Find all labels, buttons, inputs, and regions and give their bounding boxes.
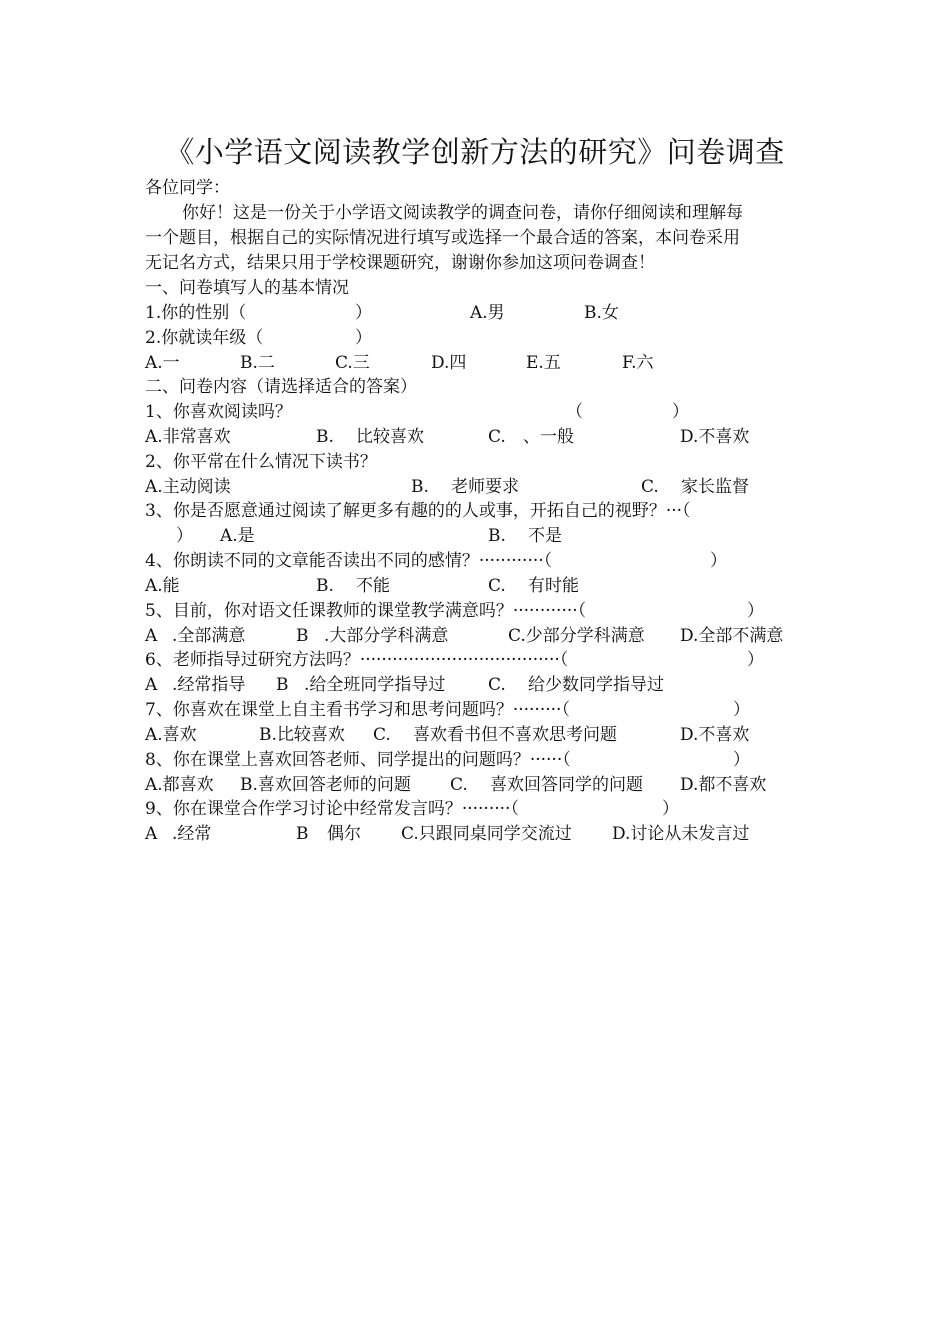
s2-q2-text: 2、你平常在什么情况下读书？ bbox=[145, 452, 377, 472]
s2-q7-option: C. bbox=[373, 725, 391, 745]
s2-q5-option: A bbox=[145, 626, 158, 646]
s2-q1-open: （ bbox=[566, 402, 583, 422]
s2-q6-option: .经常指导 bbox=[172, 675, 246, 695]
s2-q7-text: 7、你喜欢在课堂上自主看书学习和思考问题吗？·········（ bbox=[145, 700, 570, 720]
s2-q4-option: A.能 bbox=[145, 576, 180, 596]
s2-q1-option: D.不喜欢 bbox=[680, 427, 750, 447]
s1-q2-option: A.一 bbox=[145, 353, 180, 373]
s2-q7-option: D.不喜欢 bbox=[680, 725, 750, 745]
s2-q1-text: 1、你喜欢阅读吗？ bbox=[145, 402, 292, 422]
s2-q8-option: A.都喜欢 bbox=[145, 775, 214, 795]
s2-q3-option: 不是 bbox=[528, 526, 562, 546]
s2-q8-text: 8、你在课堂上喜欢回答老师、同学提出的问题吗？······（ bbox=[145, 750, 571, 770]
section2-heading: 二、问卷内容（请选择适合的答案） bbox=[145, 377, 417, 397]
s2-q6-option: .给全班同学指导过 bbox=[304, 675, 446, 695]
s1-q1-close: ） bbox=[355, 303, 372, 323]
s2-q8-option: D.都不喜欢 bbox=[680, 775, 767, 795]
s2-q4-option: 有时能 bbox=[528, 576, 579, 596]
intro-line-2: 一个题目，根据自己的实际情况进行填写或选择一个最合适的答案，本问卷采用 bbox=[145, 228, 740, 248]
s2-q7-option: 喜欢看书但不喜欢思考问题 bbox=[413, 725, 617, 745]
s2-q5-option: .全部满意 bbox=[172, 626, 246, 646]
greeting: 各位同学： bbox=[145, 178, 230, 198]
s2-q5-close: ） bbox=[747, 601, 764, 621]
s2-q9-option: .经常 bbox=[172, 824, 212, 844]
s2-q2-option: A.主动阅读 bbox=[145, 477, 231, 497]
s2-q2-option: 老师要求 bbox=[451, 477, 519, 497]
s2-q7-close: ） bbox=[733, 700, 750, 720]
s2-q9-option: A bbox=[145, 824, 158, 844]
s2-q5-option: D.全部不满意 bbox=[680, 626, 784, 646]
page-title: 《小学语文阅读教学创新方法的研究》问卷调查 bbox=[165, 135, 785, 169]
s2-q5-option: .大部分学科满意 bbox=[324, 626, 449, 646]
s2-q9-option: B bbox=[296, 824, 309, 844]
s2-q7-option: B.比较喜欢 bbox=[259, 725, 345, 745]
s2-q4-text: 4、你朗读不同的文章能否读出不同的感情？············（ bbox=[145, 551, 553, 571]
s2-q4-option: B. bbox=[316, 576, 334, 596]
s1-q2-option: B.二 bbox=[240, 353, 275, 373]
s2-q5-option: B bbox=[296, 626, 309, 646]
s2-q1-option: B. bbox=[316, 427, 334, 447]
intro-line-1: 你好！这是一份关于小学语文阅读教学的调查问卷，请你仔细阅读和理解每 bbox=[182, 203, 743, 223]
s1-q2-option: F.六 bbox=[622, 353, 654, 373]
s2-q1-option: 比较喜欢 bbox=[356, 427, 424, 447]
s1-q2-option: E.五 bbox=[526, 353, 561, 373]
s2-q8-option: 喜欢回答同学的问题 bbox=[490, 775, 643, 795]
s2-q6-text: 6、老师指导过研究方法吗？·····································（ bbox=[145, 650, 569, 670]
s2-q4-option: C. bbox=[488, 576, 506, 596]
s2-q6-option: C. bbox=[488, 675, 506, 695]
s2-q7-option: A.喜欢 bbox=[145, 725, 197, 745]
s1-q2-text: 2.你就读年级（ bbox=[145, 328, 264, 348]
s2-q8-option: B.喜欢回答老师的问题 bbox=[240, 775, 411, 795]
s2-q3-close: ） bbox=[176, 526, 193, 546]
s2-q5-option: C.少部分学科满意 bbox=[508, 626, 645, 646]
s2-q8-close: ） bbox=[733, 750, 750, 770]
s2-q9-close: ） bbox=[662, 799, 679, 819]
s2-q1-option: C. bbox=[488, 427, 506, 447]
s2-q1-option: A.非常喜欢 bbox=[145, 427, 231, 447]
s2-q8-option: C. bbox=[450, 775, 468, 795]
s2-q6-option: 给少数同学指导过 bbox=[528, 675, 664, 695]
s1-q1-option-b: B.女 bbox=[584, 303, 619, 323]
s2-q4-close: ） bbox=[710, 551, 727, 571]
s2-q3-text: 3、你是否愿意通过阅读了解更多有趣的的人或事，开拓自己的视野？···（ bbox=[145, 501, 691, 521]
s2-q6-option: A bbox=[145, 675, 158, 695]
intro-line-3: 无记名方式，结果只用于学校课题研究，谢谢你参加这项问卷调查！ bbox=[145, 253, 655, 273]
s2-q1-option: 、一般 bbox=[523, 427, 574, 447]
s2-q6-close: ） bbox=[747, 650, 764, 670]
s2-q2-option: C. bbox=[641, 477, 659, 497]
s2-q5-text: 5、目前，你对语文任课教师的课堂教学满意吗？············（ bbox=[145, 601, 587, 621]
s2-q6-option: B bbox=[276, 675, 289, 695]
s2-q1-close: ） bbox=[672, 402, 689, 422]
s2-q3-option: A.是 bbox=[220, 526, 255, 546]
s2-q9-option: D.讨论从未发言过 bbox=[612, 824, 750, 844]
s1-q2-option: C.三 bbox=[335, 353, 370, 373]
s2-q4-option: 不能 bbox=[356, 576, 390, 596]
s2-q3-option: B. bbox=[488, 526, 506, 546]
s2-q2-option: B. bbox=[411, 477, 429, 497]
s2-q9-text: 9、你在课堂合作学习讨论中经常发言吗？·········（ bbox=[145, 799, 519, 819]
s2-q2-option: 家长监督 bbox=[681, 477, 749, 497]
s1-q1-option-a: A.男 bbox=[470, 303, 505, 323]
s1-q1-text: 1.你的性别（ bbox=[145, 303, 247, 323]
s2-q9-option: 偶尔 bbox=[327, 824, 361, 844]
s2-q9-option: C.只跟同桌同学交流过 bbox=[401, 824, 572, 844]
s1-q2-close: ） bbox=[355, 328, 372, 348]
s1-q2-option: D.四 bbox=[431, 353, 467, 373]
section1-heading: 一、问卷填写人的基本情况 bbox=[145, 278, 349, 298]
